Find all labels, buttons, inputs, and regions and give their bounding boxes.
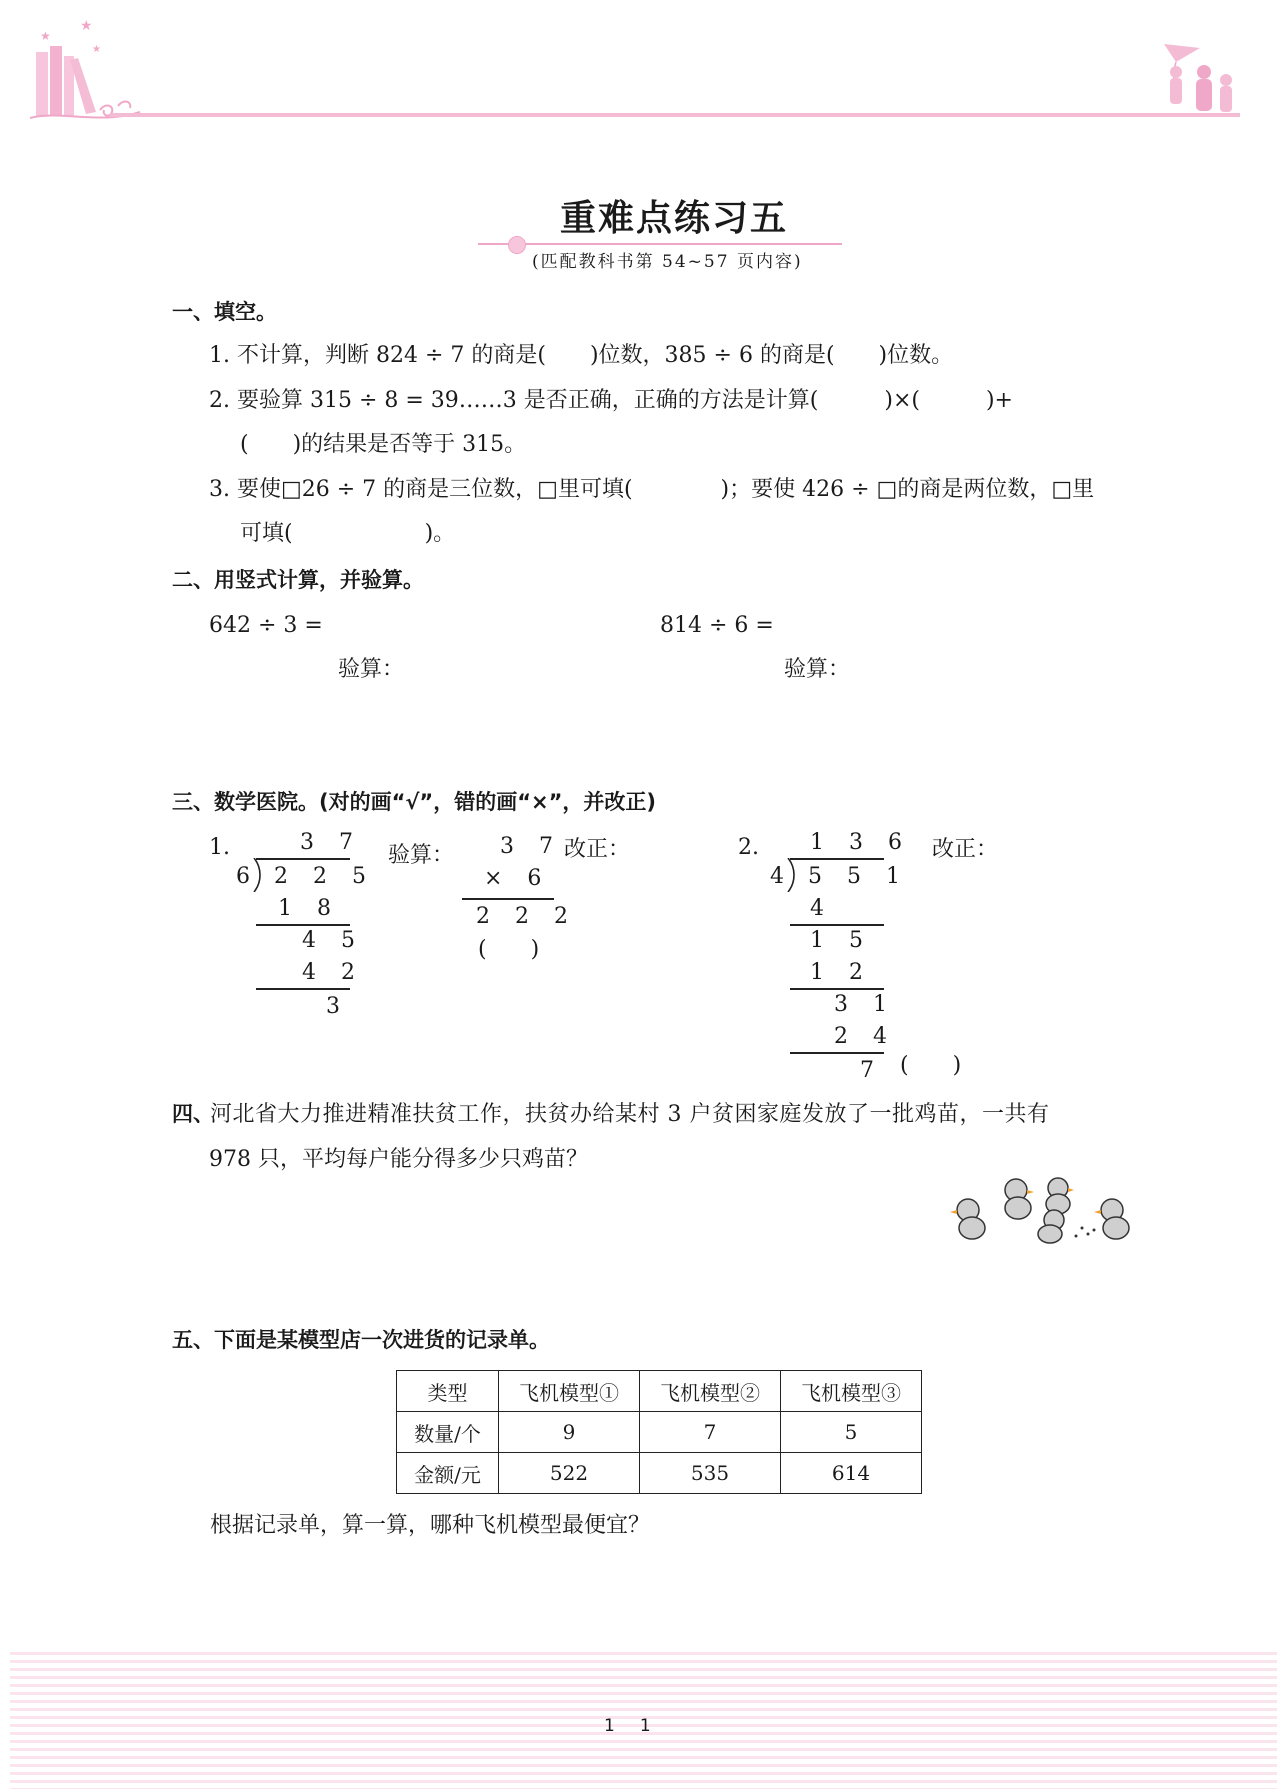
p2-bracket-top xyxy=(790,858,884,860)
section5-heading: 五、下面是某模型店一次进货的记录单。 xyxy=(172,1328,550,1352)
s2-check-label-2: 验算： xyxy=(784,657,851,682)
page-subtitle: (匹配教科书第 54~57 页内容) xyxy=(532,252,803,272)
title-dot-icon xyxy=(508,236,526,254)
p2-dividend: 5 5 1 xyxy=(808,864,909,889)
p2-paren: ( ) xyxy=(900,1053,962,1078)
table-header-cell: 飞机模型③ xyxy=(781,1371,922,1412)
s1-q2-line2: ( )的结果是否等于 315。 xyxy=(240,432,527,457)
s1-q1: 1. 不计算，判断 824 ÷ 7 的商是( )位数，385 ÷ 6 的商是( )位数。 xyxy=(209,343,954,368)
table-header-row xyxy=(397,1371,922,1412)
p1-check-top: 3 7 xyxy=(500,834,562,859)
s4-line1: 河北省大力推进精准扶贫工作，扶贫办给某村 3 户贫困家庭发放了一批鸡苗，一共有 xyxy=(210,1102,1050,1127)
table-header-cell: 类型 xyxy=(397,1371,499,1412)
p1-dividend: 2 2 5 xyxy=(274,864,375,889)
p2-row-2: 1 5 xyxy=(810,928,872,953)
section1-heading: 一、填空。 xyxy=(172,300,277,324)
p2-fix-label: 改正： xyxy=(932,837,999,862)
table-row xyxy=(397,1453,922,1494)
header-decoration xyxy=(0,0,1287,140)
section3-heading: 三、数学医院。(对的画“√”，错的画“×”，并改正) xyxy=(172,790,657,814)
table-cell: 金额/元 xyxy=(397,1453,499,1494)
table-row xyxy=(397,1412,922,1453)
p2-line-2 xyxy=(790,988,884,990)
table-cell: 5 xyxy=(781,1412,922,1453)
p2-divisor: 4 xyxy=(770,864,793,889)
table-header-cell: 飞机模型① xyxy=(499,1371,640,1412)
p1-label: 1. xyxy=(209,835,230,860)
p2-label: 2. xyxy=(738,835,759,860)
p2-row-3: 1 2 xyxy=(810,960,872,985)
table-header-cell: 飞机模型② xyxy=(640,1371,781,1412)
p2-quotient: 1 3 6 xyxy=(810,830,911,855)
svg-text:★: ★ xyxy=(80,18,93,34)
p2-row-4: 3 1 xyxy=(834,992,896,1017)
table-cell: 9 xyxy=(499,1412,640,1453)
p1-check-label: 验算： xyxy=(388,843,455,868)
chicks-illustration-icon xyxy=(946,1170,1146,1250)
p1-row-2: 4 5 xyxy=(302,928,364,953)
p1-divisor: 6 xyxy=(236,864,259,889)
s2-expr2: 814 ÷ 6 = xyxy=(660,613,774,638)
page-number: 1 1 xyxy=(604,1716,655,1736)
s5-question: 根据记录单，算一算，哪种飞机模型最便宜？ xyxy=(210,1513,651,1538)
p1-check-mul: × 6 xyxy=(484,866,551,891)
p1-bracket-icon xyxy=(252,858,262,892)
section4-heading: 四、 xyxy=(172,1102,214,1126)
s2-check-label-1: 验算： xyxy=(338,657,405,682)
p2-line-1 xyxy=(790,924,884,926)
p1-line-2 xyxy=(256,988,350,990)
svg-text:★: ★ xyxy=(92,44,101,55)
p1-quotient: 3 7 xyxy=(300,830,362,855)
title-underline xyxy=(478,243,842,245)
p1-paren: ( ) xyxy=(478,937,540,962)
s1-q2-line1: 2. 要验算 315 ÷ 8 = 39……3 是否正确，正确的方法是计算( )×( )+ xyxy=(209,388,1013,413)
page-title: 重难点练习五 xyxy=(560,197,789,239)
s4-line2: 978 只，平均每户能分得多少只鸡苗？ xyxy=(209,1147,588,1172)
p1-row-4: 3 xyxy=(326,994,349,1019)
p1-bracket-top xyxy=(256,858,350,860)
table-cell: 535 xyxy=(640,1453,781,1494)
header-books-icon xyxy=(0,0,1287,140)
p1-line-1 xyxy=(256,924,350,926)
s2-expr1: 642 ÷ 3 = xyxy=(209,613,323,638)
s1-q3-line2: 可填( )。 xyxy=(240,521,456,546)
s1-q3-line1: 3. 要使□26 ÷ 7 的商是三位数，□里可填( )；要使 426 ÷ □的商是两位数，□里 xyxy=(209,477,1095,502)
p2-row-6: 7 xyxy=(860,1058,883,1083)
p2-bracket-icon xyxy=(786,858,796,892)
table-cell: 522 xyxy=(499,1453,640,1494)
p1-row-1: 1 8 xyxy=(278,896,340,921)
table-cell: 7 xyxy=(640,1412,781,1453)
p1-row-3: 4 2 xyxy=(302,960,364,985)
p1-fix-label: 改正： xyxy=(564,837,631,862)
table-cell: 614 xyxy=(781,1453,922,1494)
table-cell: 数量/个 xyxy=(397,1412,499,1453)
p2-row-5: 2 4 xyxy=(834,1024,896,1049)
svg-text:★: ★ xyxy=(40,29,51,43)
record-table xyxy=(396,1370,922,1494)
section2-heading: 二、用竖式计算，并验算。 xyxy=(172,568,424,592)
p2-line-3 xyxy=(790,1052,884,1054)
p1-check-line xyxy=(462,898,554,900)
p2-row-1: 4 xyxy=(810,896,833,921)
p1-check-result: 2 2 2 xyxy=(476,904,577,929)
